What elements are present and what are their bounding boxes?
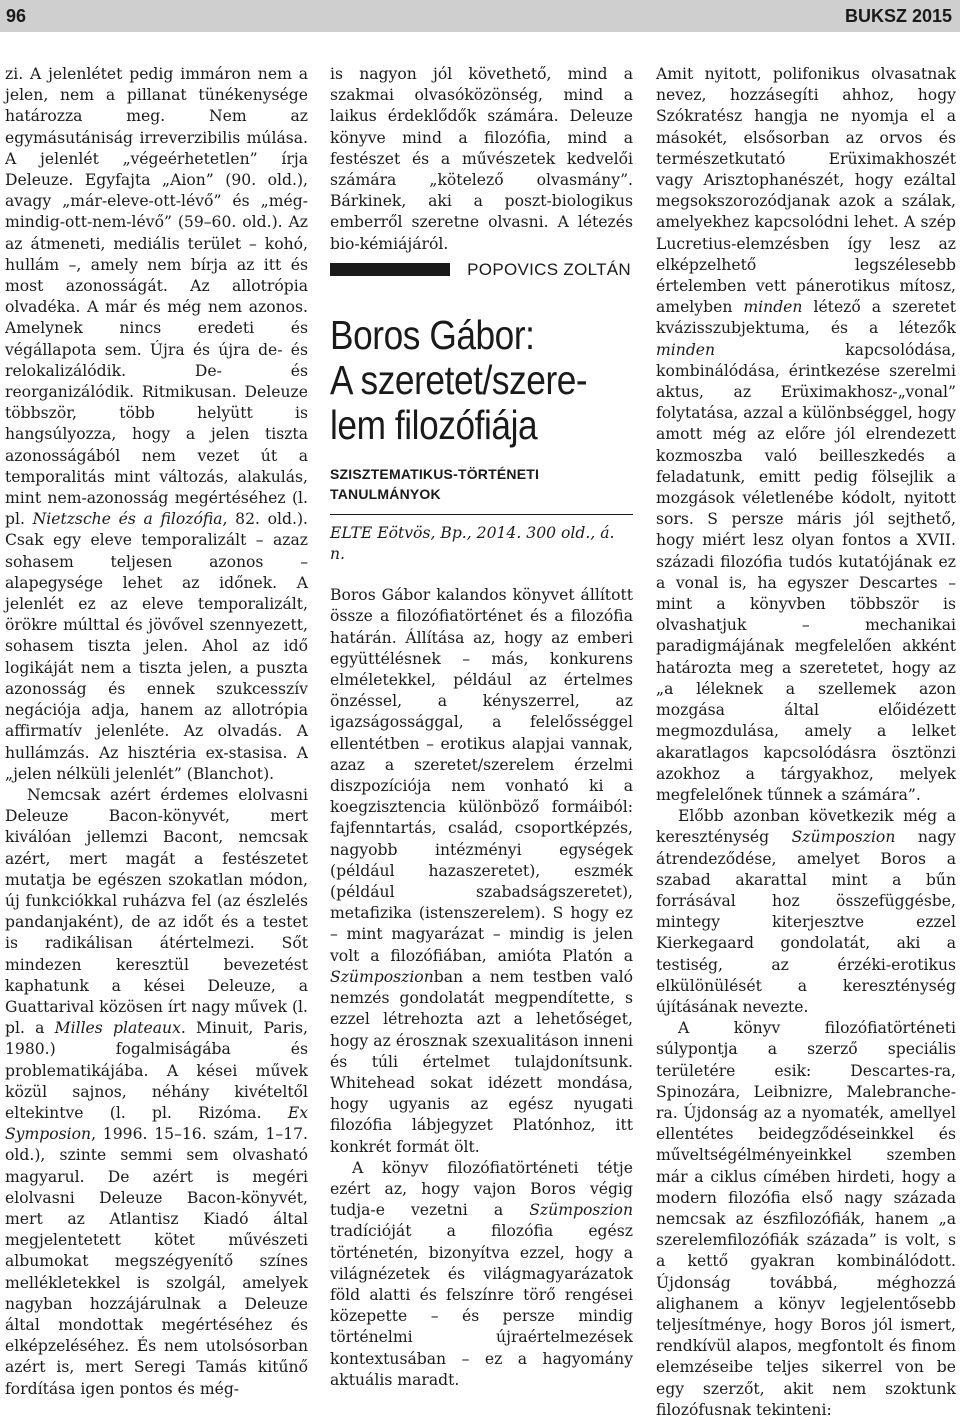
paragraph: Előbb azonban következik még a kereszténység Szümposzion nagy átrendeződése, amelyet Boros a szabad akarattal mint a bűn forrásával hoz összefüggésbe, mintegy kiterjesztve ezzel Kierkegaard gondolatát, aki a testiség, az érzéki-erotikus elkülönülését a kereszténység újításának nevezte. — [656, 807, 956, 1016]
column-left — [5, 64, 308, 1400]
paragraph: zi. A jelenlétet pedig immáron nem a jelen, nem a pillanat tünékenysége határozza meg. Nem az egymásutániság irreverzibilis múlása. A jelenlét „végeérhetetlen” írja Deleuze. Egyfajta „Aion” (90. old.), avagy „már-eleve-ott-lévő” és „még-mindig-ott-nem-lévő” (59–60. old.). Az az átmeneti, mediális terület – kohó, hullám –, amely nem bírja az itt és most azonosságát. Az allotrópia olvadéka. A már és még nem azonos. Amelynek nincs eredeti és végállapota sem. Újra és újra de- és relokalizálódik. De- és reorganizálódik. Ritmikusan. Deleuze többször, több helyütt is hangsúlyozza, hogy a jelen tiszta azonosságából nem vezet út a temporalitás mint változás, alakulás, mint nem-azonosság megértéséhez (l. pl. Nietzsche és a filozófia, 82. old.). Csak egy eleve temporalizált – azaz sohasem teljesen azonos – alapegysége lehet az időnek. A jelenlét ez az eleve temporalizált, örökre múlttal és jövővel szennyezett, sohasem tiszta jelen. Ahol az idő logikáját nem a tiszta jelen, a puszta azonosság és ennek szukcesszív negációja adja, hanem az allotrópia affirmatív jelenléte. Az olvadás. A hullámzás. Az hisztéria ex-stasisa. A „jelen nélküli jelenlét” (Blanchot). — [5, 65, 308, 783]
column-right — [656, 64, 956, 1421]
review-title: Boros Gábor: A szeretet/szere- lem filozófiája — [330, 311, 588, 448]
journal-name: BUKSZ 2015 — [844, 6, 952, 26]
signature-bar — [330, 263, 450, 276]
paragraph: Boros Gábor kalandos könyvet állított össze a filozófiatörténet és a filozófia határán. Állítása az, hogy az emberi együttélésnek – más, konkurens elméletekkel, például az értelmes önzéssel, a kényszerrel, az igazságossággal, a felelősséggel ellentétben – erotikus alapjai vannak, azaz a szeretet/szerelem érzelmi diszpozíciója nem vonható ki a koegzisztencia különböző formáiból: fajfenntartás, család, csoportképzés, nagyobb intézményi egységek (például hazaszeretet), eszmék (például szabadságszeretet), metafizika (istenszerelem). S hogy ez – mint magyarázat – mindig is jelen volt a filozófiában, amióta Platón a Szümposzionban a nem testben való nemzés gondolatát megpendítette, s ezzel létrehozta azt a lehetőséget, hogy az érosznak szexualitáson inneni és túli értelmet tulajdonítsunk. Whitehead sokat idézett mondása, hogy ugyanis az egész nyugati filozófia lábjegyzet Platónhoz, itt konkrét formát ölt. — [330, 586, 633, 1156]
page-number: 96 — [6, 6, 27, 26]
paragraph: A könyv filozófiatörténeti tétje ezért az, hogy vajon Boros végig tudja-e vezetni a Szümposzion tradícióját a filozófia egész történetén, bizonyítva ezzel, hogy a világnézetek és világmagyarázatok föld alatti és felszínre törő rengései közepette – és persze mindig történelmi újraértelmezések kontextusában – ez a hagyomány aktuális maradt. — [330, 1158, 633, 1389]
page-header — [0, 0, 960, 32]
review-subtitle: SZISZTEMATIKUS-TÖRTÉNETI TANULMÁNYOK — [330, 465, 540, 502]
author-signature — [330, 259, 633, 281]
divider — [330, 514, 633, 515]
paragraph: A könyv filozófiatörténeti súlypontja a szerző speciális területére esik: Descartes-ra, Spinozára, Leibnizre, Malebranche-ra. Újdonság az a nyomaték, amellyel ellentétes beidegződéseinkkel és műveltségélményeinkkel szemben már a ciklus címében hirdeti, hogy a modern filozófia első nagy százada nemcsak az észfilozófiák, hanem „a szerelemfilozófiák százada” is volt, s a kettő gyakran kombinálódott. Újdonság továbbá, méghozzá alighanem a könyv legjelentősebb teljesítménye, hogy Boros jól ismert, rendkívül alapos, megfontolt és finom elemzéseibe teljes sikerrel von be egy szerzőt, akit nem szoktunk filozófusnak tekinteni: — [656, 1019, 956, 1419]
paragraph: Amit nyitott, polifonikus olvasatnak nevez, hozzásegíti ahhoz, hogy Szókratész hangja ne nyomja el a másokét, elsősorban az orvos és természetkutató Erüximakhoszét vagy Arisztophanészét, hogy ezáltal megsokszorozódjanak azok a szálak, amelyekhez kapcsolódni lehet. A szép Lucretius-elemzésben így lesz az elképzelhető legszélesebb értelemben vett pánerotikus mítosz, amelyben minden létező a szeretet kvázisszubjektuma, és a létezők minden kapcsolódása, kombinálódása, érintkezése szerelmi aktus, az Erüximakhosz-„vonal” folytatása, azzal a különbséggel, hogy amott még az előre jól elrendezett kozmoszba való beilleszkedés a feladatunk, emitt pedig fölsejlik a mozgások véletlenébe kódolt, nyitott sors. S persze máris jól sejthető, hogy miért lesz olyan fontos a XVII. századi filozófia tudós kutatójának ez a vonal is, ha egyszer Descartes – mint a könyvben többször is olvashatjuk – mechanikai paradigmájának megfelelően akként határozta meg a szeretetet, hogy az „a léleknek a szellemek azon mozgása által előidézett megmozdulása, amely a lelket akaratlagos kapcsolódásra ösztönzi azokhoz a tárgyakhoz, melyek megfelelőnek tűnnek a számára”. — [656, 65, 956, 804]
paragraph: is nagyon jól követhető, mind a szakmai olvasóközönség, mind a laikus érdeklődők számára. Deleuze könyve mind a filozófia, mind a festészet és a művészetek kedvelői számára „kötelező olvasmány”. Bárkinek, aki a poszt-biologikus emberről szeretne olvasni. A létezés bio-kémiájáról. — [330, 65, 633, 253]
signature-name: POPOVICS ZOLTÁN — [467, 259, 631, 279]
paragraph: Nemcsak azért érdemes elolvasni Deleuze Bacon-könyvét, mert kiválóan jellemzi Bacont, nemcsak azért, mert magát a festészetet mutatja be egészen szokatlan módon, új funkciókkal ruházva fel (az észlelés pandanjaként), de az időt és a testet is radikálisan átértelmezi. Sőt mindezen keresztül bevezetést kaphatunk a kései Deleuze, a Guattarival közösen írt nagy művek (l. pl. a Milles plateaux. Minuit, Paris, 1980.) fogalmiságába és problematikájába. A kései művek közül sajnos, néhány kivételtől eltekintve (l. pl. Rizóma. Ex Symposion, 1996. 15–16. szám, 1–17. old.), szinte semmi sem olvasható magyarul. De azért is megéri elolvasni Deleuze Bacon-könyvét, mert az Atlantisz Kiadó által megjelentetett kötet művészeti albumokat megszégyenítő színes mellékletekkel is szolgál, amelyek nagyban hozzájárulnak a Deleuze által mondottak megértéséhez és elképzeléséhez. És nem utolsósorban azért is, mert Seregi Tamás kitűnő fordítása igen pontos és még- — [5, 785, 308, 1398]
column-middle — [330, 64, 633, 1391]
publication-info: ELTE Eötvös, Bp., 2014. 300 old., á. n. — [330, 523, 615, 564]
